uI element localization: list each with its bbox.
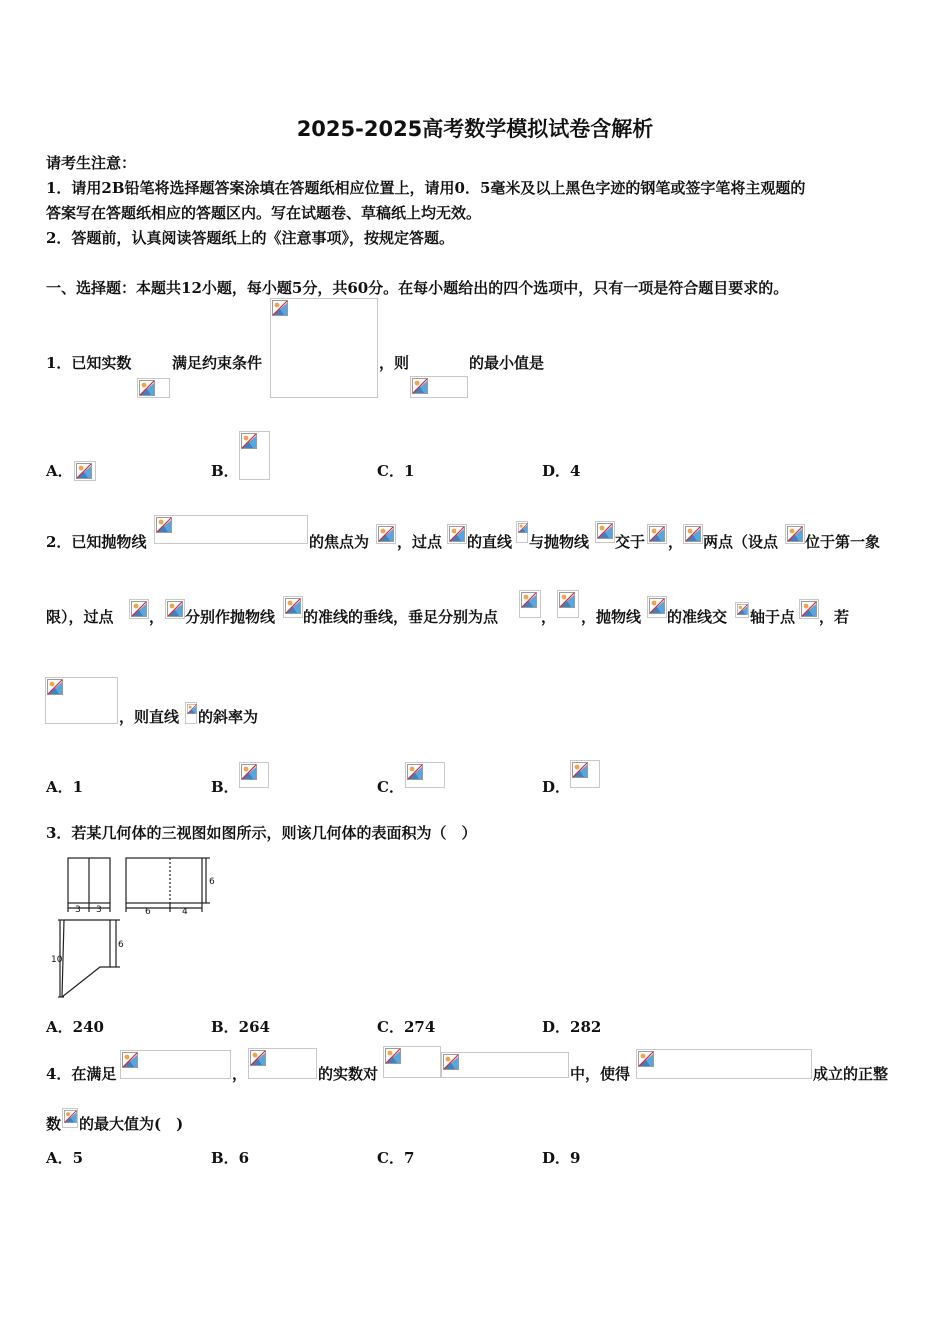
broken-image-icon — [241, 764, 257, 780]
q2-formula-f — [376, 524, 396, 544]
q2-formula-l — [516, 521, 528, 543]
q2-option-d[interactable]: D． — [542, 778, 571, 796]
three-view-figure — [50, 852, 220, 1004]
q2-formula-a2 — [785, 524, 805, 544]
q4-formula-pair — [383, 1046, 441, 1078]
q2-formula-b1 — [557, 590, 579, 618]
q4-formula-2 — [248, 1048, 317, 1079]
q2-text-20: 的斜率为 — [198, 708, 259, 726]
broken-image-icon — [787, 526, 803, 542]
dim-b1: 6 — [145, 907, 151, 917]
dim-h1: 6 — [209, 877, 215, 887]
q2-option-b[interactable]: B． — [211, 778, 239, 796]
q2-formula-l2 — [185, 702, 197, 724]
q2-formula-k — [799, 599, 819, 619]
q3-stem: 3．若某几何体的三视图如图所示，则该几何体的表面积为（ ） — [46, 824, 477, 842]
q2-formula-c — [595, 521, 615, 543]
q4-text-6: 数 — [46, 1115, 62, 1133]
q1-option-b[interactable] — [211, 460, 239, 481]
notice-line-2: 2．答题前，认真阅读答题纸上的《注意事项》，按规定答题。 — [46, 229, 454, 247]
top-view-outline — [62, 920, 110, 997]
q4-text-7: 的最大值为( ) — [79, 1115, 184, 1133]
q1-formula-constraints — [270, 298, 378, 398]
broken-image-icon — [801, 601, 817, 617]
q2-text-6: 交于 — [615, 533, 646, 551]
broken-image-icon — [597, 523, 613, 539]
q2-text-16: 的准线交 — [667, 608, 728, 626]
q2-text-18: ，若 — [819, 608, 850, 626]
dim-b2: 4 — [182, 907, 188, 917]
q4-option-a[interactable]: A．5 — [46, 1149, 84, 1167]
notice-line-1a: 1．请用2B铅笔将选择题答案涂填在答题纸相应位置上，请用0．5毫米及以上黑色字迹的钢笔或签字笔将主观题的 — [46, 179, 806, 197]
dim-w1: 3 — [75, 905, 81, 915]
broken-image-icon — [285, 598, 301, 614]
q4-formula-3 — [441, 1052, 569, 1078]
broken-image-icon — [385, 1048, 401, 1064]
q4-text-5: 成立的正整 — [813, 1065, 889, 1083]
section-heading: 一、选择题：本题共12小题，每小题5分，共60分。在每小题给出的四个选项中，只有一项是符合题目要求的。 — [46, 279, 789, 297]
q4-formula-4 — [636, 1049, 812, 1079]
q1-formula-xy — [137, 378, 170, 398]
notice-line-1b: 答案写在答题纸相应的答题区内。写在试题卷、草稿纸上均无效。 — [46, 204, 482, 222]
q2-text-1: 2．已知抛物线 — [46, 533, 147, 551]
q2-formula-x — [735, 602, 749, 618]
q2-text-17: 轴于点 — [750, 608, 796, 626]
q3-option-b[interactable]: B．264 — [211, 1018, 270, 1036]
q2-text-11: ， — [149, 608, 165, 626]
q2-text-12: 分别作抛物线 — [185, 608, 276, 626]
dim-h2: 6 — [118, 940, 124, 950]
broken-image-icon — [737, 604, 748, 615]
q2-formula-b — [683, 524, 703, 544]
broken-image-icon — [638, 1051, 654, 1067]
q2-text-4: 的直线 — [467, 533, 513, 551]
q2-text-5: 与抛物线 — [529, 533, 590, 551]
broken-image-icon — [47, 679, 63, 695]
q2-text-10: 限），过点 — [46, 608, 114, 626]
broken-image-icon — [167, 601, 183, 617]
broken-image-icon — [378, 526, 394, 542]
q1-text-1: 1．已知实数 — [46, 354, 132, 372]
q1-option-b-formula — [239, 431, 270, 480]
q1-option-b-label: B． — [211, 462, 239, 480]
q4-option-d[interactable]: D．9 — [542, 1149, 581, 1167]
notice-heading: 请考生注意： — [46, 154, 137, 172]
broken-image-icon — [156, 517, 172, 533]
q2-text-2: 的焦点为 — [309, 533, 370, 551]
q2-formula-c3 — [647, 596, 667, 618]
page-title: 2025-2025高考数学模拟试卷含解析 — [296, 117, 654, 141]
q3-option-c[interactable]: C．274 — [377, 1018, 436, 1036]
q2-formula-c2 — [283, 596, 303, 618]
q2-formula-condition — [45, 677, 118, 724]
broken-image-icon — [64, 1110, 77, 1123]
q2-formula-a1 — [519, 590, 541, 618]
broken-image-icon — [407, 764, 423, 780]
q4-text-3: 的实数对 — [318, 1065, 379, 1083]
q2-text-9: 位于第一象 — [805, 533, 881, 551]
q4-text-1: 4．在满足 — [46, 1065, 117, 1083]
broken-image-icon — [559, 592, 575, 608]
q2-option-c[interactable]: C． — [377, 778, 404, 796]
broken-image-icon — [449, 526, 465, 542]
q2-text-19: ，则直线 — [119, 708, 180, 726]
q2-formula-parabola — [154, 515, 308, 544]
q4-text-2: ， — [232, 1065, 248, 1083]
broken-image-icon — [649, 526, 665, 542]
q1-option-a-label: A． — [46, 462, 73, 480]
q2-text-15: ，抛物线 — [581, 608, 642, 626]
q1-option-a[interactable] — [46, 460, 73, 481]
broken-image-icon — [412, 378, 428, 394]
q4-formula-1 — [120, 1050, 231, 1079]
broken-image-icon — [649, 598, 665, 614]
q4-option-b[interactable]: B．6 — [211, 1149, 250, 1167]
broken-image-icon — [518, 523, 528, 533]
q3-option-d[interactable]: D．282 — [542, 1018, 602, 1036]
dim-w2: 3 — [96, 905, 102, 915]
broken-image-icon — [250, 1050, 266, 1066]
q1-text-2: 满足约束条件 — [172, 354, 263, 372]
broken-image-icon — [122, 1052, 138, 1068]
side-view-rect — [126, 858, 202, 903]
q2-text-13: 的准线的垂线，垂足分别为点 — [303, 608, 499, 626]
q2-option-b-formula — [239, 762, 269, 788]
q2-option-a[interactable]: A．1 — [46, 778, 84, 796]
dim-h3: 10 — [51, 955, 63, 965]
q2-text-3: ，过点 — [397, 533, 443, 551]
broken-image-icon — [443, 1054, 459, 1070]
broken-image-icon — [76, 463, 92, 479]
q1-option-a-formula — [74, 461, 96, 481]
broken-image-icon — [241, 433, 257, 449]
q3-option-a[interactable]: A．240 — [46, 1018, 104, 1036]
broken-image-icon — [272, 300, 288, 316]
q4-formula-n — [62, 1108, 78, 1128]
q2-text-14: ， — [541, 608, 557, 626]
q2-formula-a — [647, 524, 667, 544]
q4-text-4: 中，使得 — [570, 1065, 631, 1083]
broken-image-icon — [572, 762, 588, 778]
broken-image-icon — [187, 704, 197, 714]
broken-image-icon — [139, 380, 155, 396]
q1-text-4: 的最小值是 — [469, 354, 545, 372]
q2-text-7: ， — [668, 533, 684, 551]
q2-formula-f2 — [447, 524, 467, 544]
q1-formula-objective — [410, 376, 468, 398]
q1-option-c[interactable]: C．1 — [377, 462, 415, 480]
broken-image-icon — [685, 526, 701, 542]
broken-image-icon — [521, 592, 537, 608]
q2-option-c-formula — [405, 762, 445, 788]
q2-option-d-formula — [570, 760, 600, 788]
q1-text-3: ，则 — [379, 354, 410, 372]
broken-image-icon — [131, 601, 147, 617]
q4-option-c[interactable]: C．7 — [377, 1149, 415, 1167]
q1-option-d[interactable]: D．4 — [542, 462, 581, 480]
q2-formula-b2 — [165, 599, 185, 619]
q2-text-8: 两点（设点 — [703, 533, 779, 551]
q2-formula-a3 — [129, 599, 149, 619]
